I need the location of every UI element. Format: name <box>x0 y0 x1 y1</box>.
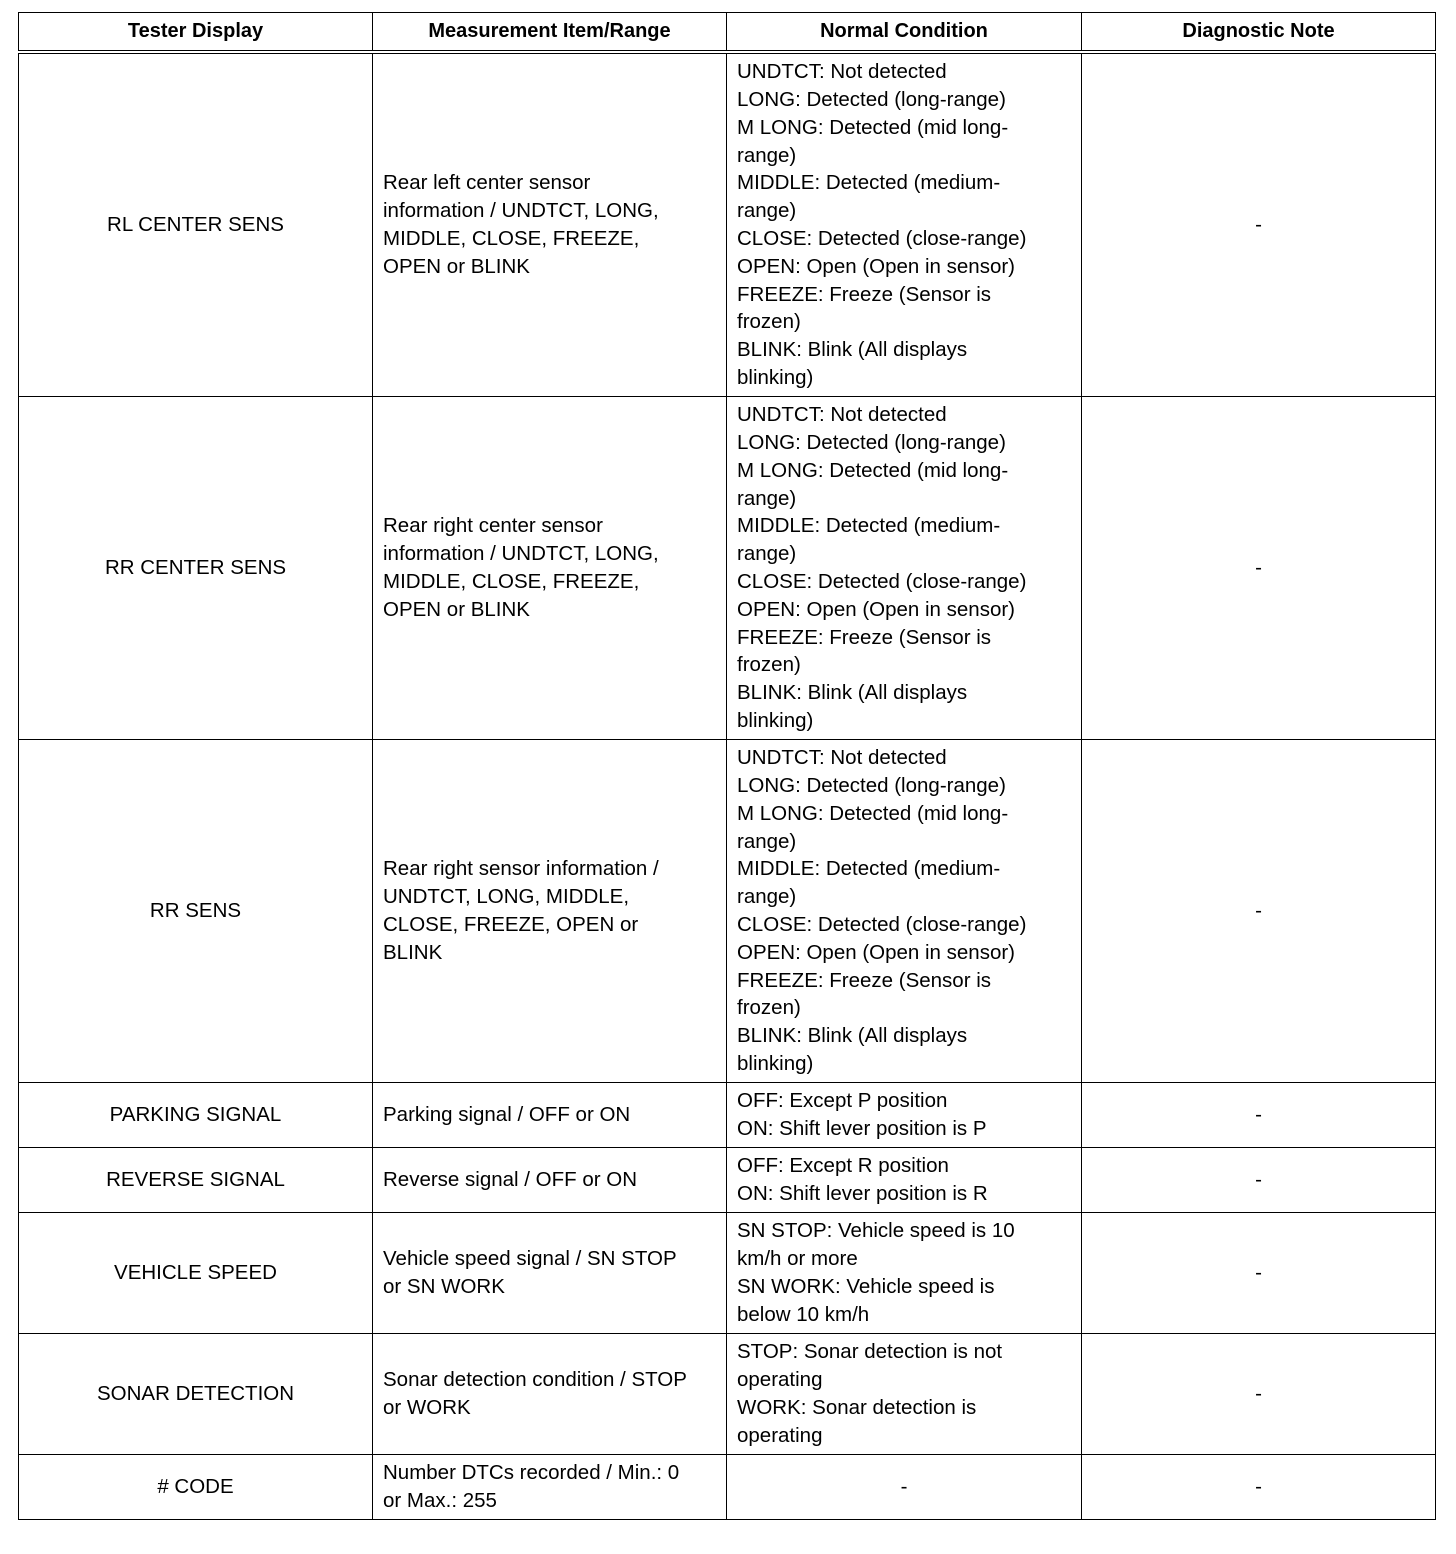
normal-condition-line: below 10 km/h <box>737 1302 870 1326</box>
measurement-line: MIDDLE, CLOSE, FREEZE, <box>383 570 640 593</box>
cell-tester-display: PARKING SIGNAL <box>19 1083 373 1148</box>
normal-condition-line: MIDDLE: Detected (medium- <box>737 857 1001 881</box>
table-header-row <box>19 13 1436 53</box>
header-diagnostic-note: Diagnostic Note <box>1082 13 1436 53</box>
normal-condition-line: SN WORK: Vehicle speed is <box>737 1275 995 1298</box>
cell-diagnostic-note: - <box>1082 740 1436 1083</box>
normal-condition-line: UNDTCT: Not detected <box>737 746 947 770</box>
normal-condition-line: M LONG: Detected (mid long- <box>737 801 1009 825</box>
normal-condition-line: OPEN: Open (Open in sensor) <box>737 254 1016 278</box>
normal-condition-line: OFF: Except P position <box>737 1089 948 1113</box>
measurement-line: or SN WORK <box>383 1275 505 1298</box>
normal-condition-line: range) <box>737 143 797 167</box>
measurement-line: BLINK <box>383 940 443 964</box>
cell-normal-condition <box>727 1334 1082 1455</box>
cell-tester-display: VEHICLE SPEED <box>19 1213 373 1334</box>
normal-condition-line: BLINK: Blink (All displays <box>737 1024 968 1048</box>
measurement-line: UNDTCT, LONG, MIDDLE, <box>383 885 630 909</box>
normal-condition-line: UNDTCT: Not detected <box>737 60 947 84</box>
normal-condition-line: ON: Shift lever position is R <box>737 1182 988 1205</box>
normal-condition-line: CLOSE: Detected (close-range) <box>737 227 1027 250</box>
normal-condition-line: blinking) <box>737 708 814 732</box>
normal-condition-line: frozen) <box>737 653 801 677</box>
table-row <box>19 740 1436 1083</box>
normal-condition-line: OFF: Except R position <box>737 1154 949 1178</box>
normal-condition-line: SN STOP: Vehicle speed is 10 <box>737 1219 1015 1243</box>
measurement-line: Rear right sensor information / <box>383 857 659 881</box>
table-row <box>19 397 1436 740</box>
table-row <box>19 1148 1436 1213</box>
normal-condition-line: blinking) <box>737 365 814 389</box>
cell-measurement-item <box>373 1213 727 1334</box>
normal-condition-line: frozen) <box>737 310 801 334</box>
cell-diagnostic-note: - <box>1082 1334 1436 1455</box>
normal-condition-line: OPEN: Open (Open in sensor) <box>737 597 1016 621</box>
cell-diagnostic-note: - <box>1082 1083 1436 1148</box>
cell-normal-condition <box>727 1213 1082 1334</box>
measurement-line: MIDDLE, CLOSE, FREEZE, <box>383 227 640 250</box>
cell-tester-display: SONAR DETECTION <box>19 1334 373 1455</box>
normal-condition-line: LONG: Detected (long-range) <box>737 774 1006 798</box>
normal-condition-line: BLINK: Blink (All displays <box>737 681 968 705</box>
measurement-line: Parking signal / OFF or ON <box>383 1103 631 1127</box>
normal-condition-line: M LONG: Detected (mid long- <box>737 458 1009 482</box>
header-normal-condition: Normal Condition <box>727 13 1082 53</box>
table-row <box>19 1455 1436 1520</box>
normal-condition-line: MIDDLE: Detected (medium- <box>737 514 1001 538</box>
cell-diagnostic-note: - <box>1082 1455 1436 1520</box>
cell-measurement-item <box>373 1083 727 1148</box>
cell-diagnostic-note: - <box>1082 397 1436 740</box>
cell-measurement-item <box>373 1334 727 1455</box>
table-row <box>19 1334 1436 1455</box>
measurement-line: OPEN or BLINK <box>383 254 530 278</box>
normal-condition-line: blinking) <box>737 1051 814 1075</box>
normal-condition-line: ON: Shift lever position is P <box>737 1117 987 1140</box>
cell-diagnostic-note: - <box>1082 52 1436 397</box>
normal-condition-line: frozen) <box>737 996 801 1020</box>
normal-condition-line: CLOSE: Detected (close-range) <box>737 913 1027 936</box>
normal-condition-line: LONG: Detected (long-range) <box>737 431 1006 455</box>
normal-condition-line: FREEZE: Freeze (Sensor is <box>737 968 992 992</box>
cell-tester-display: # CODE <box>19 1455 373 1520</box>
cell-normal-condition <box>727 397 1082 740</box>
cell-tester-display: RL CENTER SENS <box>19 52 373 397</box>
cell-measurement-item <box>373 1455 727 1520</box>
normal-condition-line: OPEN: Open (Open in sensor) <box>737 940 1016 964</box>
data-monitor-table <box>18 12 1436 1520</box>
measurement-line: or WORK <box>383 1396 471 1419</box>
normal-condition-line: CLOSE: Detected (close-range) <box>737 570 1027 593</box>
cell-measurement-item <box>373 52 727 397</box>
cell-normal-condition <box>727 1083 1082 1148</box>
normal-condition-line: UNDTCT: Not detected <box>737 403 947 427</box>
normal-condition-line: FREEZE: Freeze (Sensor is <box>737 625 992 649</box>
normal-condition-line: MIDDLE: Detected (medium- <box>737 171 1001 195</box>
normal-condition-line: range) <box>737 885 797 909</box>
table-row <box>19 52 1436 397</box>
normal-condition-line: BLINK: Blink (All displays <box>737 338 968 362</box>
cell-diagnostic-note: - <box>1082 1148 1436 1213</box>
measurement-line: Sonar detection condition / STOP <box>383 1368 687 1392</box>
header-measurement-item: Measurement Item/Range <box>373 13 727 53</box>
normal-condition-line: WORK: Sonar detection is <box>737 1396 977 1419</box>
measurement-line: Rear left center sensor <box>383 171 591 195</box>
normal-condition-line: range) <box>737 542 797 566</box>
cell-diagnostic-note: - <box>1082 1213 1436 1334</box>
cell-normal-condition <box>727 740 1082 1083</box>
cell-measurement-item <box>373 1148 727 1213</box>
normal-condition-line: FREEZE: Freeze (Sensor is <box>737 282 992 306</box>
cell-tester-display: RR SENS <box>19 740 373 1083</box>
normal-condition-line: km/h or more <box>737 1247 858 1271</box>
measurement-line: information / UNDTCT, LONG, <box>383 199 659 223</box>
table-row <box>19 1083 1436 1148</box>
table-row <box>19 1213 1436 1334</box>
cell-tester-display: RR CENTER SENS <box>19 397 373 740</box>
measurement-line: Rear right center sensor <box>383 514 603 538</box>
normal-condition-line: STOP: Sonar detection is not <box>737 1340 1003 1364</box>
measurement-line: Number DTCs recorded / Min.: 0 <box>383 1461 680 1485</box>
measurement-line: or Max.: 255 <box>383 1489 497 1512</box>
normal-condition-line: range) <box>737 199 797 223</box>
cell-measurement-item <box>373 397 727 740</box>
measurement-line: Vehicle speed signal / SN STOP <box>383 1247 677 1271</box>
measurement-line: OPEN or BLINK <box>383 597 530 621</box>
normal-condition-line: M LONG: Detected (mid long- <box>737 115 1009 139</box>
normal-condition-line: - <box>900 1475 908 1499</box>
normal-condition-line: LONG: Detected (long-range) <box>737 88 1006 112</box>
cell-normal-condition <box>727 1148 1082 1213</box>
measurement-line: CLOSE, FREEZE, OPEN or <box>383 913 639 936</box>
normal-condition-line: range) <box>737 486 797 510</box>
normal-condition-line: operating <box>737 1368 823 1392</box>
normal-condition-line: range) <box>737 829 797 853</box>
cell-tester-display: REVERSE SIGNAL <box>19 1148 373 1213</box>
cell-normal-condition <box>727 1455 1082 1520</box>
normal-condition-line: operating <box>737 1423 823 1447</box>
cell-normal-condition <box>727 52 1082 397</box>
cell-measurement-item <box>373 740 727 1083</box>
header-tester-display: Tester Display <box>19 13 373 53</box>
measurement-line: information / UNDTCT, LONG, <box>383 542 659 566</box>
measurement-line: Reverse signal / OFF or ON <box>383 1168 638 1192</box>
